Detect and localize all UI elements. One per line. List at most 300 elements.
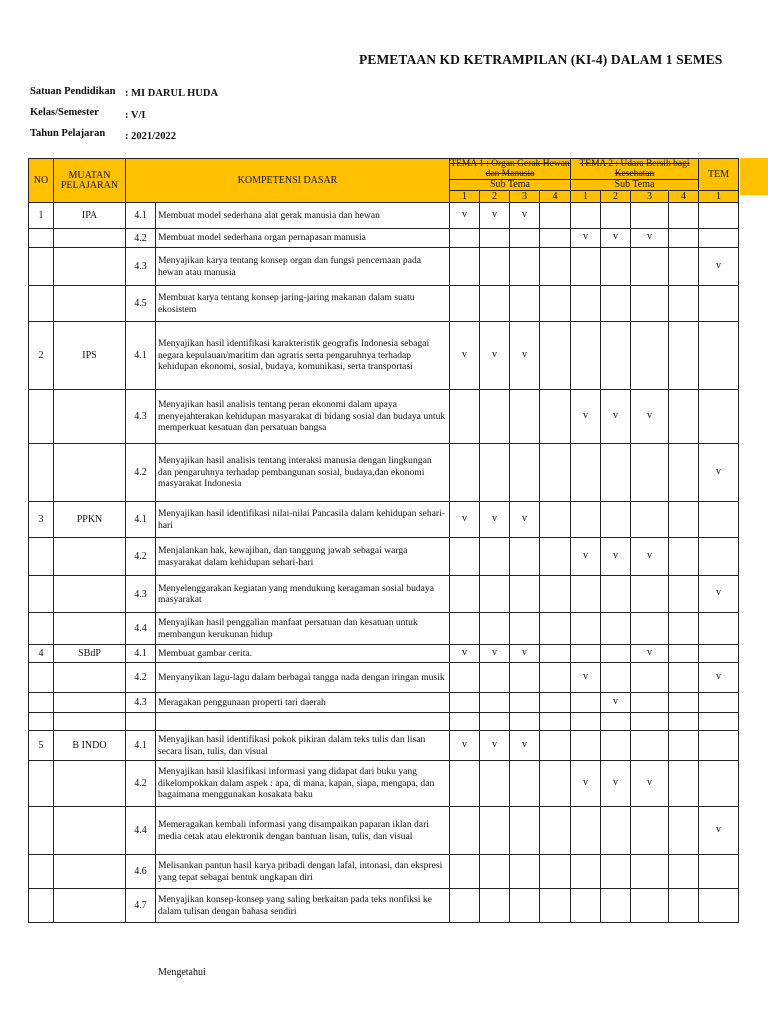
check-mark: v	[492, 512, 497, 524]
check-mark: v	[462, 208, 467, 220]
check-cell	[669, 889, 699, 923]
row-kd-code: 4.1	[126, 203, 156, 229]
check-cell	[669, 576, 699, 613]
check-mark: v	[613, 695, 618, 707]
row-kd-text: Menyajikan hasil klasifikasi informasi yang didapat dari buku yang dikelompokkan dalam aspek : apa, di mana, kapan, siapa, mengapa, dan bagaimana menggunakan kosakata baku	[156, 761, 450, 807]
check-mark: v	[647, 231, 652, 242]
check-cell	[450, 889, 480, 923]
header-sub-2-2: 2	[601, 191, 631, 203]
row-kd-text: Menyajikan karya tentang konsep organ dan fungsi pencernaan pada hewan atau manusia	[156, 248, 450, 286]
row-subject: B INDO	[54, 731, 126, 761]
check-cell	[450, 390, 480, 444]
check-cell	[601, 502, 631, 538]
header-tema-2: TEMA 2 : Udara Bersih bagi Kesehatan	[571, 159, 699, 180]
check-cell	[669, 444, 699, 502]
check-cell	[669, 761, 699, 807]
check-cell	[669, 538, 699, 576]
meta-label-satuan: Satuan Pendidikan	[30, 86, 116, 97]
table-row	[29, 286, 739, 322]
table-row	[29, 693, 739, 713]
check-cell	[571, 576, 601, 613]
check-cell	[540, 807, 571, 855]
check-cell	[699, 693, 739, 713]
check-cell	[510, 731, 540, 761]
check-cell	[571, 229, 601, 248]
check-cell	[601, 807, 631, 855]
row-kd-code: 4.1	[126, 322, 156, 390]
row-kd-code: 4.2	[126, 444, 156, 502]
check-mark: v	[716, 670, 721, 682]
check-cell	[480, 538, 510, 576]
check-cell	[510, 576, 540, 613]
check-cell	[601, 576, 631, 613]
meta-label-tahun: Tahun Pelajaran	[30, 128, 106, 139]
check-cell	[480, 322, 510, 390]
check-cell	[669, 645, 699, 663]
check-cell	[699, 286, 739, 322]
row-kd-text: Menyajikan hasil analisis tentang interaksi manusia dengan lingkungan dan pengaruhnya terhadap pembangunan sosial, budaya,dan ekonomi masyarakat Indonesia	[156, 444, 450, 502]
check-mark: v	[522, 512, 527, 524]
check-cell	[699, 663, 739, 693]
table-row	[29, 576, 739, 613]
check-cell	[480, 248, 510, 286]
check-cell	[601, 761, 631, 807]
row-no	[29, 613, 54, 645]
check-cell	[601, 731, 631, 761]
check-cell	[540, 444, 571, 502]
row-kd-code: 4.6	[126, 855, 156, 889]
check-mark: v	[522, 738, 527, 750]
table-row	[29, 229, 739, 248]
check-cell	[571, 855, 601, 889]
row-subject	[54, 855, 126, 889]
row-kd-text: Membuat model sederhana alat gerak manusia dan hewan	[156, 203, 450, 229]
check-cell	[631, 502, 669, 538]
header-sub-1-3: 3	[510, 191, 540, 203]
check-cell	[480, 761, 510, 807]
check-cell	[571, 693, 601, 713]
row-kd-text: Menyajikan hasil analisis tentang peran ekonomi dalam upaya menyejahterakan kehidupan masyarakat di bidang sosial dan budaya untuk memperkuat kesatuan dan persatuan bangsa	[156, 390, 450, 444]
check-cell	[669, 713, 699, 731]
check-cell	[450, 613, 480, 645]
check-cell	[450, 576, 480, 613]
row-subject	[54, 889, 126, 923]
check-cell	[480, 645, 510, 663]
meta-value-satuan: : MI DARUL HUDA	[125, 88, 219, 99]
check-cell	[450, 538, 480, 576]
check-cell	[699, 807, 739, 855]
check-cell	[699, 731, 739, 761]
row-kd-code: 4.2	[126, 663, 156, 693]
meta-value-kelas: : V/I	[125, 110, 146, 121]
check-mark: v	[716, 465, 721, 477]
check-cell	[540, 390, 571, 444]
header-sub-1-2: 2	[480, 191, 510, 203]
check-cell	[669, 502, 699, 538]
row-kd-text: Membuat model sederhana organ pernapasan manusia	[156, 229, 450, 248]
check-cell	[571, 444, 601, 502]
row-kd-code: 4.1	[126, 731, 156, 761]
check-cell	[540, 761, 571, 807]
row-no	[29, 576, 54, 613]
check-cell	[699, 613, 739, 645]
check-cell	[601, 645, 631, 663]
header-sub-2-4: 4	[669, 191, 699, 203]
check-cell	[510, 693, 540, 713]
table-row	[29, 807, 739, 855]
row-subject	[54, 613, 126, 645]
table-row	[29, 203, 739, 229]
row-kd-code: 4.3	[126, 248, 156, 286]
meta-label-kelas: Kelas/Semester	[30, 107, 99, 118]
check-cell	[631, 248, 669, 286]
check-cell	[480, 203, 510, 229]
header-tema-3: TEM	[699, 159, 739, 191]
check-cell	[480, 576, 510, 613]
check-mark: v	[522, 208, 527, 220]
check-cell	[571, 286, 601, 322]
table-row	[29, 645, 739, 663]
row-no	[29, 855, 54, 889]
check-cell	[699, 248, 739, 286]
check-cell	[480, 286, 510, 322]
check-cell	[571, 322, 601, 390]
check-cell	[540, 502, 571, 538]
row-kd-code: 4.2	[126, 538, 156, 576]
check-mark: v	[492, 646, 497, 658]
check-cell	[571, 645, 601, 663]
check-cell	[571, 761, 601, 807]
check-cell	[480, 663, 510, 693]
row-no: 4	[29, 645, 54, 663]
row-kd-text: Menyajikan hasil identifikasi pokok pikiran dalam teks tulis dan lisan secara lisan, tulis, dan visual	[156, 731, 450, 761]
check-cell	[601, 713, 631, 731]
table-row	[29, 613, 739, 645]
check-mark: v	[613, 549, 618, 561]
check-mark: v	[462, 512, 467, 524]
check-cell	[450, 203, 480, 229]
row-subject: PPKN	[54, 502, 126, 538]
meta-value-tahun: : 2021/2022	[125, 131, 177, 142]
row-kd-text: Menyajikan hasil penggalian manfaat persatuan dan kesatuan untuk membangun kerukunan hidup	[156, 613, 450, 645]
table-row	[29, 538, 739, 576]
row-kd-text: Memeragakan kembali informasi yang disampaikan paparan iklan dari media cetak atau elektronik dengan bantuan lisan, tulis, dan visual	[156, 807, 450, 855]
check-cell	[699, 502, 739, 538]
table-row	[29, 713, 739, 731]
header-sub-1-4: 4	[540, 191, 571, 203]
row-kd-code: 4.2	[126, 229, 156, 248]
check-cell	[510, 248, 540, 286]
row-kd-text: Menyajikan hasil identifikasi nilai-nilai Pancasila dalam kehidupan sehari-hari	[156, 502, 450, 538]
row-subject	[54, 761, 126, 807]
check-mark: v	[647, 646, 652, 658]
table-row	[29, 889, 739, 923]
check-cell	[450, 855, 480, 889]
footer-mengetahui: Mengetahui	[158, 967, 206, 978]
check-cell	[699, 855, 739, 889]
check-cell	[631, 807, 669, 855]
row-no	[29, 248, 54, 286]
check-cell	[540, 576, 571, 613]
row-kd-text: Melisankan pantun hasil karya pribadi dengan lafal, intonasi, dan ekspresi yang tepat sebagai bentuk ungkapan diri	[156, 855, 450, 889]
check-cell	[540, 286, 571, 322]
table-row	[29, 855, 739, 889]
check-cell	[699, 889, 739, 923]
check-cell	[669, 229, 699, 248]
table-row	[29, 390, 739, 444]
header-sub-3-1: 1	[699, 191, 739, 203]
row-kd-text: Menyanyikan lagu-lagu dalam berbagai tangga nada dengan iringan musik	[156, 663, 450, 693]
check-cell	[480, 807, 510, 855]
check-cell	[510, 229, 540, 248]
check-cell	[699, 444, 739, 502]
check-cell	[699, 390, 739, 444]
check-cell	[510, 538, 540, 576]
check-cell	[540, 248, 571, 286]
table-row	[29, 731, 739, 761]
check-cell	[669, 203, 699, 229]
check-cell	[450, 322, 480, 390]
row-kd-code: 4.3	[126, 693, 156, 713]
check-cell	[631, 855, 669, 889]
row-kd-code: 4.4	[126, 613, 156, 645]
check-cell	[601, 889, 631, 923]
check-cell	[601, 444, 631, 502]
row-subject	[54, 248, 126, 286]
check-cell	[450, 645, 480, 663]
row-kd-text: Meragakan penggunaan properti tari daerah	[156, 693, 450, 713]
check-mark: v	[647, 549, 652, 561]
header-no: NO	[29, 159, 54, 203]
check-cell	[510, 645, 540, 663]
check-cell	[699, 576, 739, 613]
check-mark: v	[462, 738, 467, 750]
table-row	[29, 248, 739, 286]
check-cell	[480, 502, 510, 538]
check-cell	[571, 538, 601, 576]
check-cell	[571, 731, 601, 761]
row-kd-code: 4.3	[126, 576, 156, 613]
check-cell	[631, 761, 669, 807]
check-cell	[510, 807, 540, 855]
table-row	[29, 502, 739, 538]
check-mark: v	[647, 776, 652, 788]
check-cell	[669, 322, 699, 390]
check-cell	[699, 761, 739, 807]
row-kd-text: Menyelenggarakan kegiatan yang mendukung keragaman sosial budaya masyarakat	[156, 576, 450, 613]
row-kd-code: 4.3	[126, 390, 156, 444]
check-mark: v	[613, 409, 618, 421]
table-row	[29, 444, 739, 502]
check-mark: v	[462, 646, 467, 658]
check-cell	[450, 713, 480, 731]
check-cell	[540, 613, 571, 645]
check-cell	[540, 889, 571, 923]
row-subject	[54, 807, 126, 855]
check-cell	[601, 663, 631, 693]
check-mark: v	[492, 738, 497, 750]
row-no	[29, 807, 54, 855]
check-cell	[571, 203, 601, 229]
check-cell	[540, 713, 571, 731]
check-cell	[540, 229, 571, 248]
kd-mapping-table	[28, 158, 739, 923]
row-subject	[54, 576, 126, 613]
row-subject	[54, 390, 126, 444]
header-muatan: MUATAN PELAJARAN	[54, 159, 126, 203]
row-kd-text: Menyajikan konsep-konsep yang saling berkaitan pada teks nonfiksi ke dalam tulisan dengan bahasa sendiri	[156, 889, 450, 923]
table-row	[29, 663, 739, 693]
check-cell	[510, 761, 540, 807]
row-subject: IPA	[54, 203, 126, 229]
row-subject: IPS	[54, 322, 126, 390]
check-mark: v	[583, 776, 588, 788]
row-kd-code	[126, 713, 156, 731]
row-kd-code: 4.7	[126, 889, 156, 923]
row-subject	[54, 444, 126, 502]
check-cell	[540, 693, 571, 713]
check-cell	[510, 663, 540, 693]
check-cell	[669, 663, 699, 693]
header-sub-1-1: 1	[450, 191, 480, 203]
check-cell	[631, 390, 669, 444]
check-cell	[571, 889, 601, 923]
check-cell	[540, 855, 571, 889]
check-cell	[631, 645, 669, 663]
check-cell	[480, 693, 510, 713]
row-subject	[54, 693, 126, 713]
check-cell	[631, 444, 669, 502]
check-cell	[450, 248, 480, 286]
check-cell	[450, 229, 480, 248]
check-cell	[631, 613, 669, 645]
header-kompetensi: KOMPETENSI DASAR	[126, 159, 450, 203]
table-row	[29, 761, 739, 807]
check-cell	[699, 229, 739, 248]
check-cell	[450, 693, 480, 713]
check-cell	[631, 663, 669, 693]
header-subtema-2: Sub Tema	[571, 180, 699, 191]
row-no	[29, 713, 54, 731]
check-cell	[480, 444, 510, 502]
check-mark: v	[462, 348, 467, 360]
check-cell	[571, 248, 601, 286]
check-mark: v	[522, 348, 527, 360]
check-cell	[480, 229, 510, 248]
header-tema-1: TEMA 1 : Organ Gerak Hewan dan Manusia	[450, 159, 570, 179]
check-cell	[601, 203, 631, 229]
page-title: PEMETAAN KD KETRAMPILAN (KI-4) DALAM 1 SEMES	[359, 52, 723, 67]
row-no	[29, 229, 54, 248]
check-cell	[699, 538, 739, 576]
row-subject	[54, 663, 126, 693]
check-mark: v	[583, 549, 588, 561]
check-mark: v	[583, 231, 588, 242]
check-cell	[571, 390, 601, 444]
check-cell	[480, 731, 510, 761]
check-cell	[540, 663, 571, 693]
check-mark: v	[716, 823, 721, 835]
check-cell	[540, 645, 571, 663]
check-cell	[480, 390, 510, 444]
row-subject	[54, 713, 126, 731]
check-cell	[571, 713, 601, 731]
row-kd-text: Menyajikan hasil identifikasi karakteristik geografis Indonesia sebagai negara kepulauan/maritim dan agraris serta pengaruhnya terhadap kehidupan ekonomi, sosial, budaya, komunikasi, serta transportasi	[156, 322, 450, 390]
check-cell	[540, 538, 571, 576]
check-cell	[450, 731, 480, 761]
check-cell	[510, 203, 540, 229]
row-no	[29, 286, 54, 322]
check-cell	[631, 286, 669, 322]
row-kd-text	[156, 713, 450, 731]
check-cell	[450, 286, 480, 322]
check-cell	[601, 538, 631, 576]
row-kd-text: Membuat karya tentang konsep jaring-jaring makanan dalam suatu ekosistem	[156, 286, 450, 322]
check-cell	[699, 645, 739, 663]
check-cell	[510, 713, 540, 731]
check-cell	[669, 248, 699, 286]
check-cell	[510, 390, 540, 444]
check-cell	[510, 502, 540, 538]
check-cell	[540, 203, 571, 229]
row-subject	[54, 229, 126, 248]
check-cell	[699, 203, 739, 229]
check-cell	[601, 390, 631, 444]
check-cell	[510, 855, 540, 889]
check-cell	[631, 576, 669, 613]
check-cell	[631, 203, 669, 229]
check-cell	[450, 761, 480, 807]
row-kd-code: 4.1	[126, 645, 156, 663]
check-mark: v	[492, 348, 497, 360]
row-no	[29, 444, 54, 502]
row-kd-text: Membuat gambar cerita.	[156, 645, 450, 663]
check-cell	[601, 322, 631, 390]
check-cell	[669, 693, 699, 713]
row-no	[29, 538, 54, 576]
header-overflow-fill	[740, 158, 768, 195]
check-mark: v	[613, 231, 618, 242]
check-mark: v	[716, 587, 721, 598]
check-cell	[510, 613, 540, 645]
check-cell	[480, 889, 510, 923]
check-mark: v	[583, 409, 588, 421]
check-cell	[450, 663, 480, 693]
header-sub-2-1: 1	[571, 191, 601, 203]
check-mark: v	[716, 259, 721, 271]
check-cell	[480, 613, 510, 645]
check-cell	[699, 322, 739, 390]
check-cell	[510, 889, 540, 923]
check-cell	[631, 713, 669, 731]
check-cell	[571, 663, 601, 693]
row-kd-code: 4.4	[126, 807, 156, 855]
header-sub-2-3: 3	[631, 191, 669, 203]
check-cell	[601, 286, 631, 322]
row-no: 5	[29, 731, 54, 761]
row-kd-code: 4.1	[126, 502, 156, 538]
check-cell	[669, 613, 699, 645]
check-mark: v	[583, 670, 588, 682]
check-mark: v	[647, 409, 652, 421]
check-cell	[631, 889, 669, 923]
check-cell	[540, 322, 571, 390]
check-cell	[601, 613, 631, 645]
check-cell	[450, 444, 480, 502]
check-cell	[601, 229, 631, 248]
row-kd-code: 4.2	[126, 761, 156, 807]
check-cell	[450, 807, 480, 855]
